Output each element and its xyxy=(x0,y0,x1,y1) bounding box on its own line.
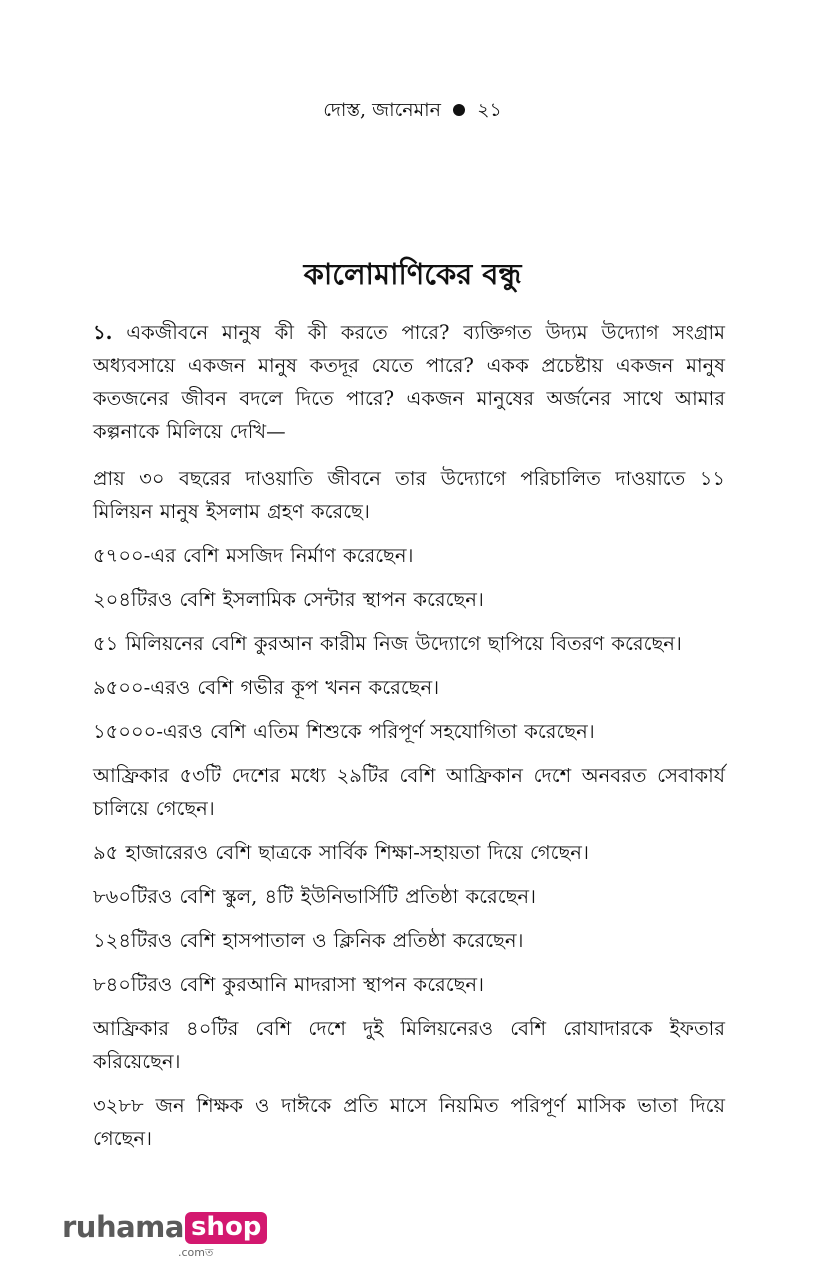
paragraph-9: ৯৫ হাজারেরও বেশি ছাত্রকে সার্বিক শিক্ষা-সহায়তা দিয়ে গেছেন। xyxy=(93,841,589,864)
ruhama-shop-logo xyxy=(62,1210,267,1260)
bullet-dot-icon xyxy=(453,104,465,116)
paragraph-1 xyxy=(93,316,725,448)
logo-shop-badge: shop xyxy=(185,1212,267,1244)
paragraph-number: ১. xyxy=(93,321,113,344)
paragraph-11: ১২৪টিরও বেশি হাসপাতাল ও ক্লিনিক প্রতিষ্ঠা করেছেন। xyxy=(93,929,524,952)
paragraph-5: ৫১ মিলিয়নের বেশি কুরআন কারীম নিজ উদ্যোগে ছাপিয়ে বিতরণ করেছেন। xyxy=(93,632,682,655)
paragraph-8: আফ্রিকার ৫৩টি দেশের মধ্যে ২৯টির বেশি আফ্রিকান দেশে অনবরত সেবাকার্য চালিয়ে গেছেন। xyxy=(93,764,725,820)
logo-brand-text: ruhama xyxy=(62,1210,184,1244)
paragraph-2: প্রায় ৩০ বছরের দাওয়াতি জীবনে তার উদ্যোগে পরিচালিত দাওয়াতে ১১ মিলিয়ন মানুষ ইসলাম গ্রহণ করেছে। xyxy=(93,467,725,523)
body-text xyxy=(93,316,725,1166)
running-header xyxy=(0,98,825,122)
paragraph-13: আফ্রিকার ৪০টির বেশি দেশে দুই মিলিয়নেরও বেশি রোযাদারকে ইফতার করিয়েছেন। xyxy=(93,1017,725,1073)
running-title: দোস্ত, জানেমান xyxy=(323,99,442,121)
chapter-title: কালোমাণিকের বন্ধু xyxy=(303,257,522,291)
paragraph-7: ১৫০০০-এরও বেশি এতিম শিশুকে পরিপূর্ণ সহযোগিতা করেছেন। xyxy=(93,720,595,743)
paragraph-14: ৩২৮৮ জন শিক্ষক ও দাঈকে প্রতি মাসে নিয়মিত পরিপূর্ণ মাসিক ভাতা দিয়ে গেছেন। xyxy=(93,1094,725,1150)
paragraph-6: ৯৫০০-এরও বেশি গভীর কূপ খনন করেছেন। xyxy=(93,676,440,699)
paragraph-4: ২০৪টিরও বেশি ইসলামিক সেন্টার স্থাপন করেছেন। xyxy=(93,588,484,611)
paragraph-10: ৮৬০টিরও বেশি স্কুল, ৪টি ইউনিভার্সিটি প্রতিষ্ঠা করেছেন। xyxy=(93,885,536,908)
paragraph-text: একজীবনে মানুষ কী কী করতে পারে? ব্যক্তিগত উদ্যম উদ্যোগ সংগ্রাম অধ্যবসায়ে একজন মানুষ কতদূর যেতে পারে? একক প্রচেষ্টায় একজন মানুষ কতজনের জীবন বদলে দিতে পারে? একজন মানুষের অর্জনের সাথে আমার কল্পনাকে মিলিয়ে দেখি— xyxy=(93,321,725,443)
paragraph-12: ৮৪০টিরও বেশি কুরআনি মাদরাসা স্থাপন করেছেন। xyxy=(93,973,485,996)
logo-domain-text: .comত xyxy=(178,1246,214,1259)
page-number: ২১ xyxy=(477,99,502,121)
paragraph-3: ৫৭০০-এর বেশি মসজিদ নির্মাণ করেছেন। xyxy=(93,544,414,567)
